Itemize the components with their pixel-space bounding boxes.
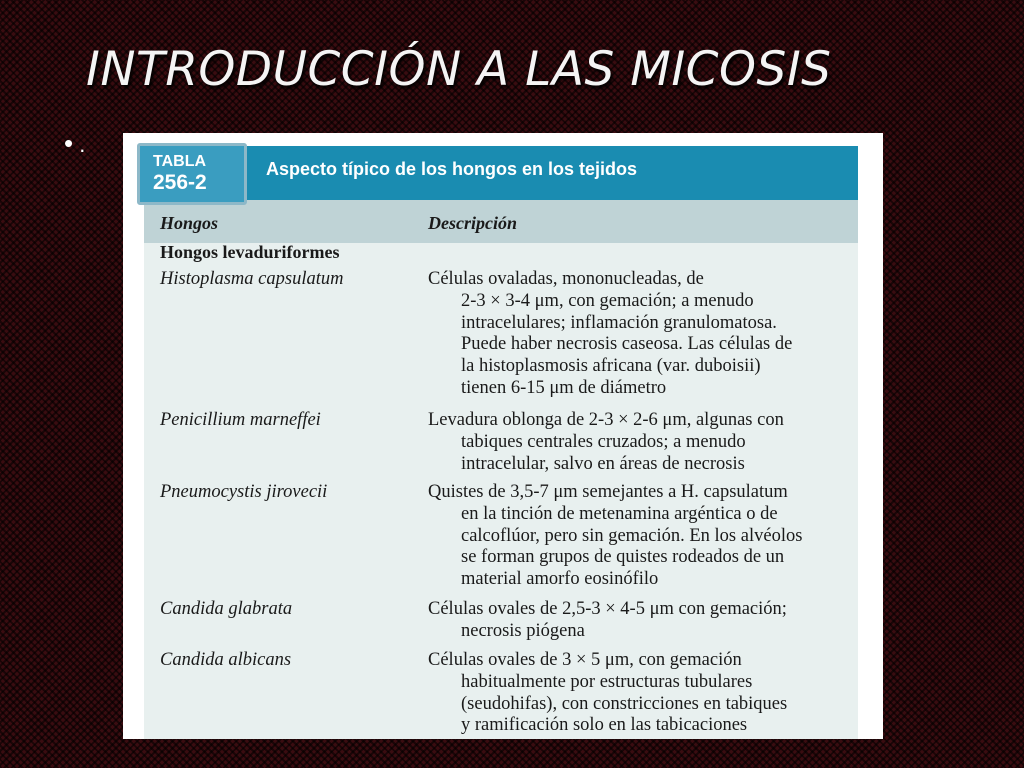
table-badge xyxy=(137,143,247,205)
description-line: se forman grupos de quistes rodeados de un xyxy=(461,547,785,568)
description-line: y ramificación solo en las tabicaciones xyxy=(461,715,748,736)
column-header-descripcion: Descripción xyxy=(428,213,517,233)
description-line: Quistes de 3,5-7 μm semejantes a H. capsulatum xyxy=(428,482,788,502)
description-line: Células ovaladas, mononucleadas, de xyxy=(428,269,704,289)
fungus-description xyxy=(428,599,843,643)
description-line: Células ovales de 3 × 5 μm, con gemación xyxy=(428,650,742,670)
bullet-item xyxy=(64,128,85,159)
description-line: intracelular, salvo en áreas de necrosis xyxy=(461,453,745,474)
description-line: Puede haber necrosis caseosa. Las células de xyxy=(461,334,793,355)
fungus-name: Histoplasma capsulatum xyxy=(160,269,344,289)
bullet-text: . xyxy=(79,132,86,157)
table-image xyxy=(123,133,883,739)
slide-title: INTRODUCCIÓN A LAS MICOSIS xyxy=(86,42,832,97)
description-line: material amorfo eosinófilo xyxy=(461,569,659,590)
fungus-name: Penicillium marneffei xyxy=(160,410,321,430)
table-badge-number: 256-2 xyxy=(153,171,207,194)
description-line: la histoplasmosis africana (var. duboisii) xyxy=(461,356,761,377)
description-line: tabiques centrales cruzados; a menudo xyxy=(461,431,746,452)
description-line: en la tinción de metenamina argéntica o de xyxy=(461,503,778,524)
description-line: necrosis piógena xyxy=(461,620,585,641)
fungus-name: Candida glabrata xyxy=(160,599,293,619)
bullet-dot-icon: • xyxy=(64,128,74,158)
table-title: Aspecto típico de los hongos en los tejidos xyxy=(266,159,638,179)
fungus-description xyxy=(428,410,843,475)
fungus-name: Pneumocystis jirovecii xyxy=(160,482,328,502)
description-line: tienen 6-15 μm de diámetro xyxy=(461,377,667,398)
description-line: Células ovales de 2,5-3 × 4-5 μm con gemación; xyxy=(428,599,787,619)
table-badge-label: TABLA xyxy=(153,153,207,170)
section-label: Hongos levaduriformes xyxy=(160,242,340,262)
description-line: Levadura oblonga de 2-3 × 2-6 μm, algunas con xyxy=(428,410,784,430)
fungus-description xyxy=(428,650,843,737)
description-line: habitualmente por estructuras tubulares xyxy=(461,671,753,692)
column-header-hongos: Hongos xyxy=(160,213,219,233)
description-line: (seudohifas), con constricciones en tabiques xyxy=(461,693,788,714)
description-line: calcoflúor, pero sin gemación. En los alvéolos xyxy=(461,525,803,546)
fungus-description xyxy=(428,269,843,400)
fungus-name: Candida albicans xyxy=(160,650,292,670)
description-line: 2-3 × 3-4 μm, con gemación; a menudo xyxy=(461,290,754,311)
fungus-description xyxy=(428,482,843,591)
description-line: intracelulares; inflamación granulomatosa. xyxy=(461,312,777,333)
